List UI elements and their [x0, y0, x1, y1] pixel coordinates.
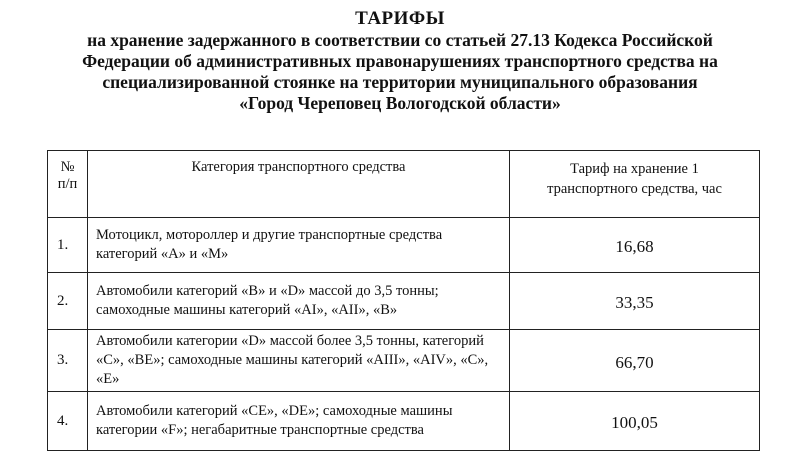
row-category: Автомобили категорий «В» и «D» массой до 3,5 тонны; самоходные машины категорий «АI», «АII», «В»: [88, 273, 510, 330]
title-heading: ТАРИФЫ: [355, 8, 445, 29]
tariffs-table: [47, 150, 760, 451]
header-number-abbr: п/п: [57, 176, 78, 192]
header-rate-line-1: Тариф на хранение 1: [570, 161, 699, 177]
header-rate-line-2: транспортного средства, час: [547, 181, 722, 197]
header-number-sign: №: [60, 159, 75, 175]
header-number: [48, 151, 88, 218]
row-rate: 66,70: [510, 330, 760, 392]
row-category: Автомобили категорий «СЕ», «DE»; самоходные машины категории «F»; негабаритные транспортные средства: [88, 392, 510, 451]
title-line-2: Федерации об административных правонарушениях транспортного средства на: [82, 51, 718, 71]
row-category: Мотоцикл, мотороллер и другие транспортные средства категорий «А» и «М»: [88, 218, 510, 273]
title-line-1: на хранение задержанного в соответствии со статьей 27.13 Кодекса Российской: [87, 30, 713, 50]
header-category: Категория транспортного средства: [88, 151, 510, 218]
row-number: 1.: [48, 218, 88, 273]
table-row: [48, 330, 760, 392]
document-title: [0, 8, 800, 114]
title-line-4: «Город Череповец Вологодской области»: [239, 93, 561, 113]
table-row: [48, 218, 760, 273]
row-category: Автомобили категории «D» массой более 3,5 тонны, категорий «С», «ВЕ»; самоходные машины категорий «АIII», «АIV», «С», «Е»: [88, 330, 510, 392]
table-row: [48, 273, 760, 330]
table-header-row: [48, 151, 760, 218]
row-number: 4.: [48, 392, 88, 451]
row-rate: 33,35: [510, 273, 760, 330]
row-rate: 100,05: [510, 392, 760, 451]
table-row: [48, 392, 760, 451]
row-number: 2.: [48, 273, 88, 330]
header-rate: [510, 151, 760, 218]
title-line-3: специализированной стоянке на территории муниципального образования: [102, 72, 698, 92]
row-number: 3.: [48, 330, 88, 392]
row-rate: 16,68: [510, 218, 760, 273]
